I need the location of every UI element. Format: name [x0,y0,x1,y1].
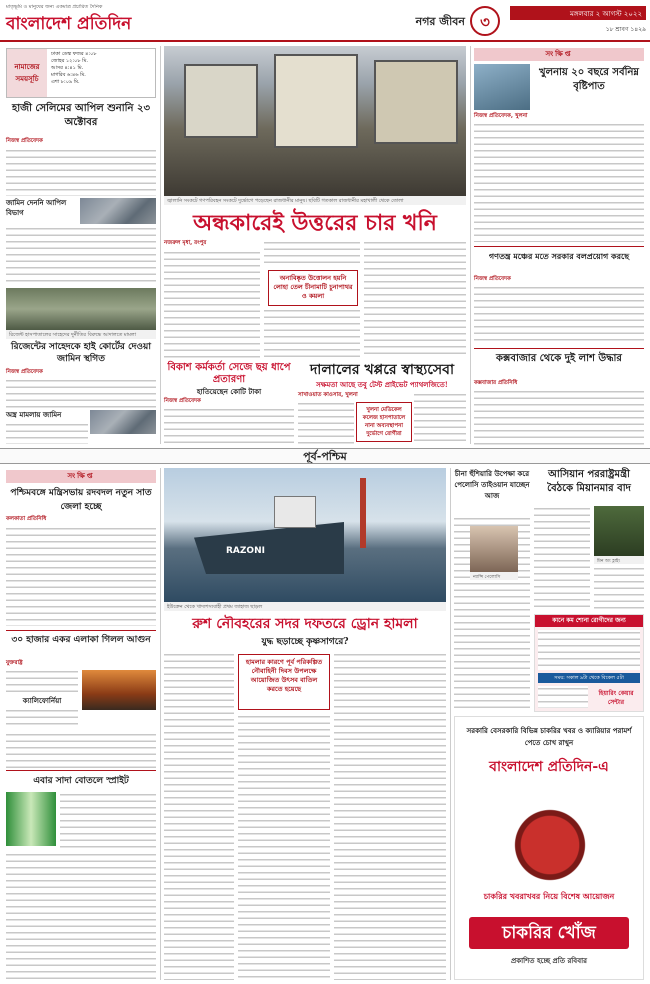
divider [6,630,156,631]
prayer-row: আসর ৪:৪১ মি. [51,65,84,71]
pelosi-headline: চীনা হুঁশিয়ারি উপেক্ষা করে পেলোসি তাইওয়ান যাচ্ছেন আজ [454,469,530,500]
rain-byline: নিজস্ব প্রতিবেদক, খুলনা [474,113,528,119]
crane [360,478,366,548]
hearing-ad-address [538,686,588,708]
bus-shape [274,54,358,148]
jobs-ad-title: চাকরির খোঁজ [469,917,629,949]
cox-headline: কক্সবাজার থেকে দুই লাশ উদ্ধার [496,353,622,364]
lead-photo-caption: জ্বালানি সংকটে গণপরিবহন সংকটে দুর্ভোগে পড়েছেন রাজধানীর মানুষ। ছবিটি গতকাল রাজধানীর মহাখালী থেকে তোলা [164,196,466,205]
prayer-row: জোহর ১২:০৮ মি. [51,58,88,64]
haji-byline: নিজস্ব প্রতিবেদক [6,138,43,144]
masthead-tagline: মাতৃভূমি ও মানুষের জন্য একমাত্র প্রচারিত দৈনিক [6,4,103,10]
drone-subhead: যুদ্ধ ছড়াচ্ছে কৃষ্ণসাগরে? [261,637,349,647]
bengal-body [6,526,156,626]
haji-body [6,148,156,196]
regent-body-2 [6,422,88,444]
haji-body-2 [6,226,156,286]
regent-photo [6,288,156,330]
jobs-ad-brand: বাংলাদেশ প্রতিদিন-এ [489,759,609,775]
right-category-badge: সংক্ষিপ্ত [474,48,644,61]
bus-shape [374,60,458,144]
ship-hull [194,522,344,574]
wildfire-byline: যুক্তরাষ্ট্র [6,660,23,666]
column-rule [160,46,161,444]
drone-body-col1 [164,652,234,980]
divider [474,246,644,247]
jobs-ad-line1: সরকারি বেসরকারি বিভিন্ন চাকরির খবর ও ক্যারিয়ার পরামর্শ পেতে চোখ রাখুন [466,727,632,747]
bikash-headline: বিকাশ কর্মকর্তা সেজে ছয় ধাপে প্রতারণা [167,362,291,385]
wildfire-body-2 [6,732,156,768]
divider [6,770,156,771]
column-rule [450,468,451,980]
drone-headline: রুশ নৌবহরের সদর দফতরে ড্রোন হামলা [192,616,418,632]
bikash-byline: নিজস্ব প্রতিবেদক [164,398,201,404]
health-headline: দালালের খপ্পরে স্বাস্থ্যসেবা [309,362,455,378]
date-line: মঙ্গলবার ২ আগস্ট ২০২২ [510,6,646,20]
drone-body-col3 [334,652,446,980]
prayer-row: মাগরিব ৬:৪৬ মি. [51,72,86,78]
health-subhead: সক্ষমতা আছে তবু টেস্ট প্রাইভেট প্যাথলজিতে! [316,380,448,389]
health-body-col1 [298,401,354,445]
column-rule [160,468,161,980]
sprite-bottle-image [6,792,56,846]
bus-shape [184,64,258,138]
jobs-ad-footer: প্রকাশিত হচ্ছে প্রতি রবিবার [511,957,587,965]
hearing-ad-brand: হিয়ারিং কেয়ার সেন্টার [598,690,634,706]
jobs-ad-graphic [475,785,625,885]
health-byline: সাখাওয়াত কাওসার, খুলনা [298,392,358,398]
sprite-headline: এবার সাদা বোতলে স্প্রাইট [33,776,129,786]
lead-byline: নজরুল মৃধা, রংপুর [164,240,207,246]
prayer-times-box [6,48,156,98]
wildfire-photo [82,670,156,710]
bengal-byline: কলকাতা প্রতিনিধি [6,516,47,522]
lead-body-col3 [364,240,466,358]
lead-photo-buses [164,46,466,196]
regent-photo-2 [90,410,156,434]
regent-byline: নিজস্ব প্রতিবেদক [6,369,43,375]
regent-subhead: অস্ত্র মামলায় জামিন [6,410,62,419]
bengal-headline: পশ্চিমবঙ্গে মন্ত্রিসভায় রদবদল নতুন সাত জেলা হচ্ছে [10,488,152,512]
gonotontro-headline: গণতন্ত্র মঞ্চের মতে সরকার বলপ্রয়োগ করছে [488,251,630,261]
prayer-row: এশা ৮:০৯ মি. [51,79,80,85]
regent-caption: রিজেন্ট হাসপাতালের সাহেদের দুর্নীতির বিরুদ্ধে আদালতে মামলা [6,330,156,339]
bengal-category-badge: সংক্ষিপ্ত [6,470,156,483]
wildfire-subhead: ক্যালিফোর্নিয়া [6,696,78,706]
gonotontro-body [474,285,644,345]
hearing-ad-time: সময়: সকাল ৯টা থেকে বিকেল ৫টা [538,673,640,683]
hearing-ad-body [538,630,640,670]
column-rule [470,46,471,444]
page-number: ৩ [470,6,500,36]
jobs-ad-line2: চাকরির খবরাখবর নিয়ে বিশেষ আয়োজন [483,892,615,901]
masthead-logo [6,4,216,38]
cox-body [474,389,644,445]
asean-body-col1 [534,506,590,610]
haji-subhead: জামিন দেননি আপিল বিভাগ [6,198,67,217]
page-header [0,0,650,42]
pelosi-photo [470,526,518,572]
hearing-ad[interactable] [534,614,644,712]
lead-quote: অনাবিষ্কৃত উত্তোলন হয়নি লোহা তেল চীনামাটি চুনাপাথর ও কয়লা [268,270,358,306]
pelosi-photo-label: ন্যান্সি পেলোসি [470,572,518,580]
haji-photo [80,198,156,224]
rain-headline: খুলনায় ২০ বছরে সর্বনিম্ন বৃষ্টিপাত [539,67,639,92]
min-aung-photo [594,506,644,556]
haji-headline: হাজী সেলিমের আপিল শুনানি ২৩ অক্টোবর [11,103,150,128]
ship-bridge [274,496,316,528]
wildfire-headline: ৩০ হাজার একর এলাকা গিলল আগুন [11,635,151,645]
rain-body [474,122,644,242]
prayer-row: ঢাকা ডেস্ক ফজর ৪:০৮ [51,51,97,57]
sprite-body-2 [6,852,156,980]
health-quote: খুলনা মেডিকেল কলেজ হাসপাতালে নানা অব্যবস্থাপনা দুর্ভোগে রোগীরা [356,402,412,442]
prayer-label: নামাজের সময়সূচি [7,49,47,97]
min-aung-photo-label: মিন অং হ্লাইং [594,556,644,564]
rain-photo [474,64,530,110]
paper-name: বাংলাদেশ প্রতিদিন [6,14,132,34]
cox-byline: কক্সবাজার প্রতিনিধি [474,380,518,386]
bikash-body [164,407,294,445]
ship-photo [164,468,446,602]
jobs-ad[interactable] [454,716,644,980]
region-title: পূর্ব-পশ্চিম [0,448,650,464]
regent-headline: রিজেন্টের সাহেদকে হাই কোর্টের দেওয়া জামিন স্থগিত [11,342,151,364]
bikash-subhead: হাতিয়েছেন কোটি টাকা [196,387,262,396]
lead-body-col2a [264,240,360,268]
asean-headline: আসিয়ান পররাষ্ট্রমন্ত্রী বৈঠকে মিয়ানমার বাদ [547,469,631,494]
asean-body-col2 [594,566,644,610]
section-title: নগর জীবন [415,15,465,28]
lead-body-col2b [264,308,360,358]
date-line-bangla: ১৮ শ্রাবণ ১৪২৯ [605,26,646,33]
hearing-ad-title: কানে কম শোনা রোগীদের জন্য [535,615,643,627]
health-body-col2 [414,392,466,445]
regent-body [6,378,156,410]
sprite-body-1 [60,792,156,850]
lead-body-col1 [164,250,260,358]
divider [474,348,644,349]
ship-name-text: RAZONI [226,546,265,556]
ship-caption: ইউক্রেন থেকে খাদ্যশস্যবাহী প্রথম জাহাজ ছাড়ল [164,602,446,611]
gonotontro-byline: নিজস্ব প্রতিবেদক [474,276,511,282]
drone-quote: হামলার কারণে পূর্ব পরিকল্পিত নৌবাহিনী দিবস উপলক্ষে আয়োজিত উৎসব বাতিল করতে হয়েছে [238,654,330,710]
drone-body-col2 [238,714,330,980]
lead-headline: অন্ধকারেই উত্তরের চার খনি [193,210,437,236]
